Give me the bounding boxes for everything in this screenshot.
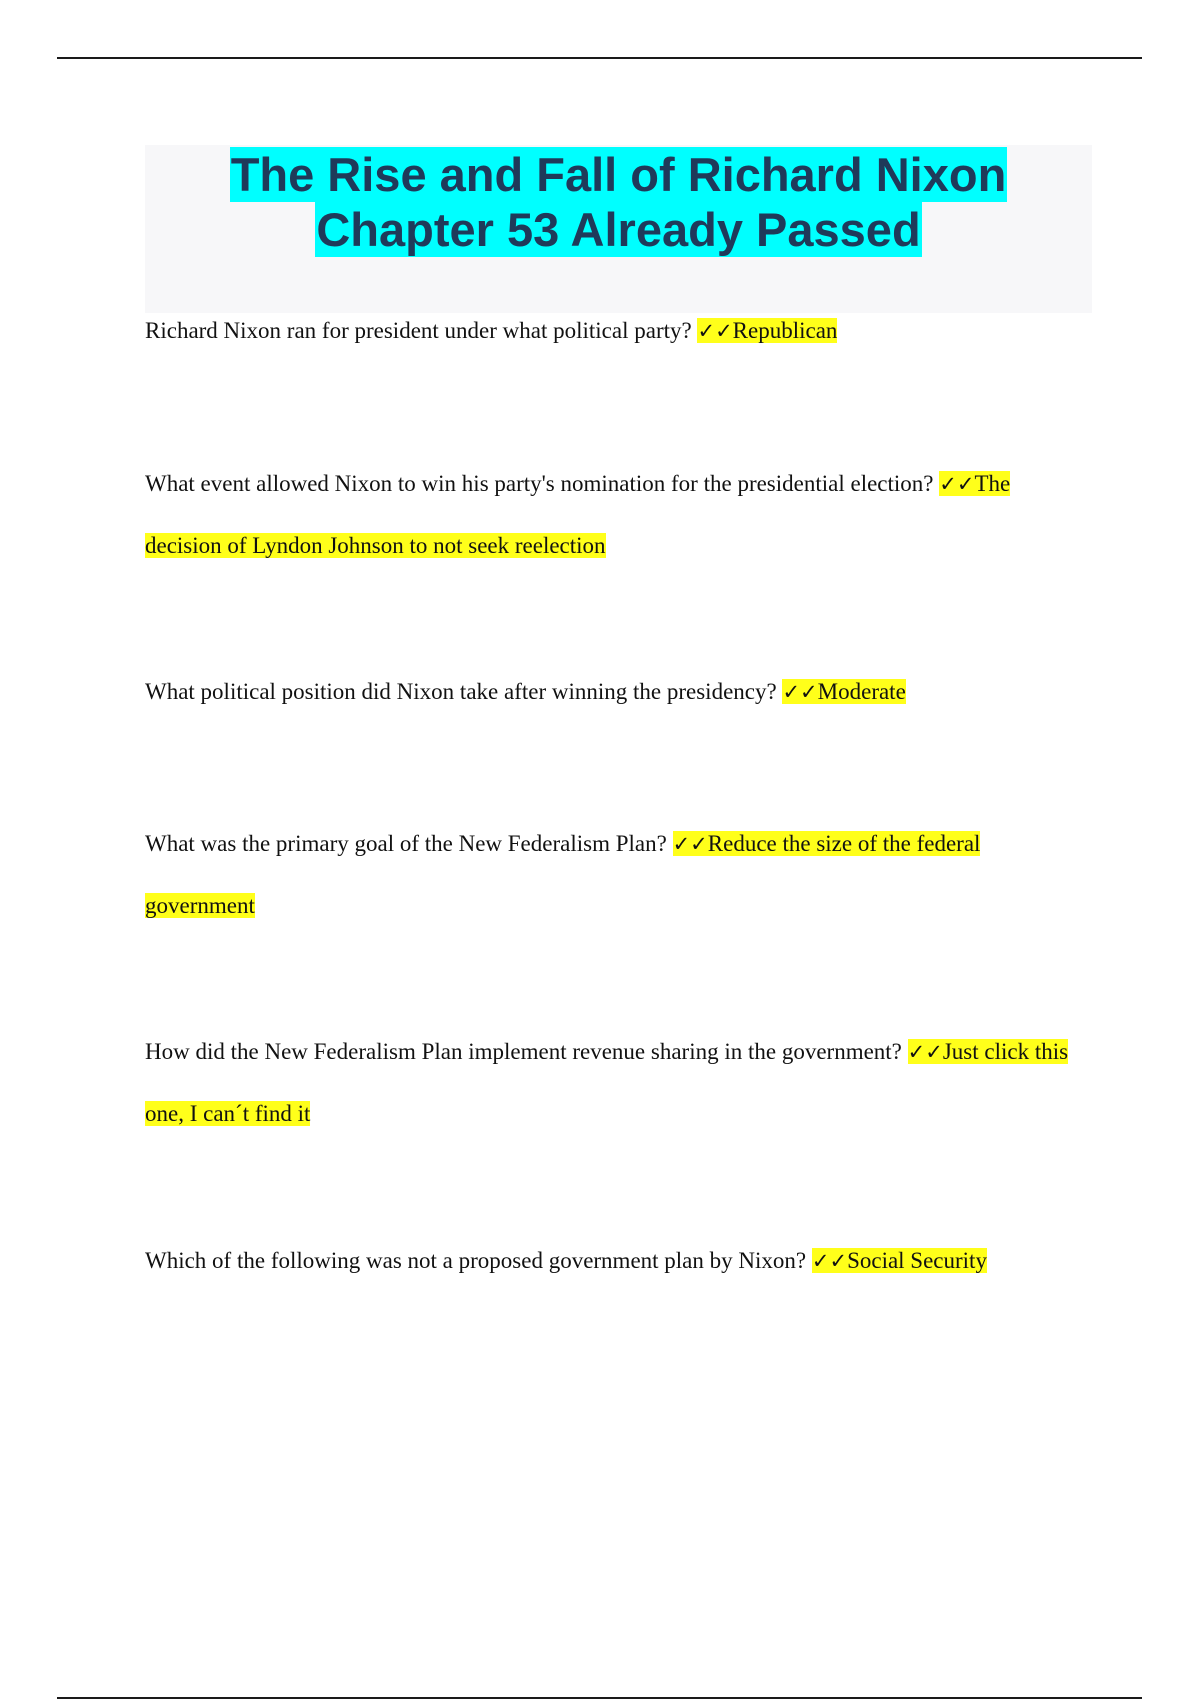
question-text: Richard Nixon ran for president under what political party?	[145, 318, 692, 343]
question-text: What event allowed Nixon to win his party's nomination for the presidential election?	[145, 471, 934, 496]
answer-text: Republican	[732, 318, 838, 343]
title-line-2: Chapter 53 Already Passed	[316, 203, 921, 256]
qa-item	[145, 661, 1085, 723]
answer-text: Reduce the size of the federal government	[145, 831, 981, 918]
question-text: What political position did Nixon take after winning the presidency?	[145, 679, 777, 704]
qa-item	[145, 1021, 1085, 1144]
check-icon: ✓✓	[907, 1040, 943, 1064]
answer-text: Moderate	[817, 679, 906, 704]
answer-text: The decision of Lyndon Johnson to not seek reelection	[145, 471, 1011, 558]
answer-text: Just click this one, I can´t find it	[145, 1039, 1069, 1126]
qa-item	[145, 813, 1085, 936]
check-icon: ✓✓	[782, 680, 818, 704]
check-icon: ✓✓	[672, 832, 708, 856]
bottom-rule	[57, 1697, 1142, 1699]
check-icon: ✓✓	[697, 319, 733, 343]
qa-item	[145, 1230, 1085, 1292]
question-text: How did the New Federalism Plan implement revenue sharing in the government?	[145, 1039, 902, 1064]
answer-highlight	[697, 318, 837, 343]
answer-text: Social Security	[847, 1248, 987, 1273]
check-icon: ✓✓	[811, 1249, 848, 1273]
title-block	[145, 145, 1092, 313]
title-line-1: The Rise and Fall of Richard Nixon	[230, 148, 1007, 201]
top-rule	[57, 57, 1142, 59]
question-text: Which of the following was not a proposed government plan by Nixon?	[145, 1248, 807, 1273]
check-icon: ✓✓	[939, 472, 975, 496]
qa-item	[145, 453, 1085, 576]
answer-highlight	[812, 1248, 987, 1273]
answer-highlight	[782, 679, 905, 704]
qa-item	[145, 300, 1085, 362]
question-text: What was the primary goal of the New Federalism Plan?	[145, 831, 667, 856]
